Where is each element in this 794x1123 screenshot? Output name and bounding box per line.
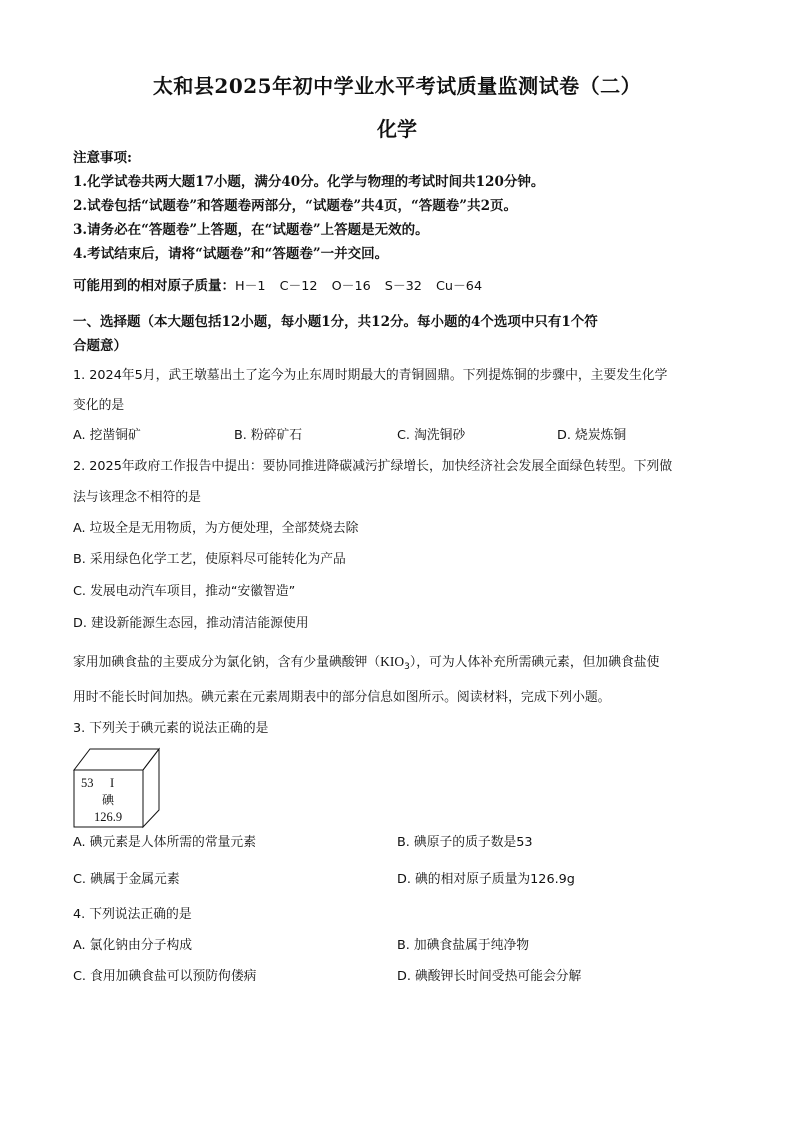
q2-option-c: C. 发展电动汽车项目，推动“安徽智造” <box>73 584 296 599</box>
material-line2: 用时不能长时间加热。碘元素在元素周期表中的部分信息如图所示。阅读材料，完成下列小题。 <box>73 690 611 705</box>
iodine-periodic-cell <box>70 745 165 830</box>
q1-option-d: D. 烧炭炼铜 <box>557 428 627 443</box>
notice-heading: 注意事项: <box>73 150 132 166</box>
q2-option-a: A. 垃圾全是无用物质，为方便处理，全部焚烧去除 <box>73 521 359 536</box>
q4-option-c: C. 食用加碘食盐可以预防佝偻病 <box>73 969 257 984</box>
subject-title: 化学 <box>377 117 417 141</box>
q4-option-b: B. 加碘食盐属于纯净物 <box>397 938 530 953</box>
kio3-subscript: 3 <box>404 662 410 672</box>
element-name: 碘 <box>101 793 115 807</box>
cube-side-face <box>143 749 159 827</box>
material-text-a: 家用加碘食盐的主要成分为氯化钠，含有少量碘酸钾（ <box>73 655 381 670</box>
atomic-mass-line <box>73 276 723 297</box>
q2-stem-line1: 2. 2025年政府工作报告中提出：要协同推进降碳减污扩绿增长，加快经济社会发展全面绿色转型。下列做 <box>73 459 673 474</box>
atomic-mass-s: S－32 <box>384 279 422 294</box>
element-symbol: I <box>110 776 115 790</box>
atomic-mass: 126.9 <box>93 810 123 824</box>
kio3-formula: KIO <box>380 654 405 669</box>
q3-option-d: D. 碘的相对原子质量为126.9g <box>397 872 575 887</box>
notice-item-4: 4.考试结束后，请将“试题卷”和“答题卷”一并交回。 <box>73 246 389 262</box>
q4-stem: 4. 下列说法正确的是 <box>73 907 192 922</box>
q3-option-a: A. 碘元素是人体所需的常量元素 <box>73 835 257 850</box>
notice-item-3: 3.请务必在“答题卷”上答题，在“试题卷”上答题是无效的。 <box>73 222 429 238</box>
q4-option-a: A. 氯化钠由分子构成 <box>73 938 193 953</box>
atomic-mass-label: 可能用到的相对原子质量： <box>73 278 235 294</box>
q2-stem-line2: 法与该理念不相符的是 <box>73 490 201 505</box>
section1-heading-line1: 一、选择题（本大题包括12小题，每小题1分，共12分。每小题的4个选项中只有1个符 <box>73 314 598 330</box>
q3-option-c: C. 碘属于金属元素 <box>73 872 180 887</box>
atomic-mass-o: O－16 <box>331 279 371 294</box>
q1-stem-line1: 1. 2024年5月，武王墩墓出土了迄今为止东周时期最大的青铜圆鼎。下列提炼铜的步骤中，主要发生化学 <box>73 368 668 383</box>
q1-stem-line2: 变化的是 <box>73 398 125 413</box>
atomic-mass-cu: Cu－64 <box>435 279 483 294</box>
q1-option-b: B. 粉碎矿石 <box>234 428 303 443</box>
material-line1 <box>73 652 723 677</box>
q2-option-d: D. 建设新能源生态园，推动清洁能源使用 <box>73 616 309 631</box>
material-text-b: ），可为人体补充所需碘元素，但加碘食盐使 <box>409 655 660 670</box>
notice-item-1: 1.化学试卷共两大题17小题，满分40分。化学与物理的考试时间共120分钟。 <box>73 174 545 190</box>
atomic-number: 53 <box>81 776 94 790</box>
exam-title: 太和县2025年初中学业水平考试质量监测试卷（二） <box>152 74 642 98</box>
section1-heading-line2: 合题意） <box>73 338 127 354</box>
q2-option-b: B. 采用绿色化学工艺，使原料尽可能转化为产品 <box>73 552 346 567</box>
q4-option-d: D. 碘酸钾长时间受热可能会分解 <box>397 969 582 984</box>
atomic-mass-h: H－1 <box>235 279 266 294</box>
q3-option-b: B. 碘原子的质子数是53 <box>397 835 533 850</box>
notice-item-2: 2.试卷包括“试题卷”和答题卷两部分，“试题卷”共4页，“答题卷”共2页。 <box>73 198 517 214</box>
q1-option-c: C. 淘洗铜砂 <box>397 428 466 443</box>
q3-stem: 3. 下列关于碘元素的说法正确的是 <box>73 721 269 736</box>
atomic-mass-c: C－12 <box>279 279 318 294</box>
q1-option-a: A. 挖凿铜矿 <box>73 428 141 443</box>
cube-top-face <box>74 749 159 770</box>
